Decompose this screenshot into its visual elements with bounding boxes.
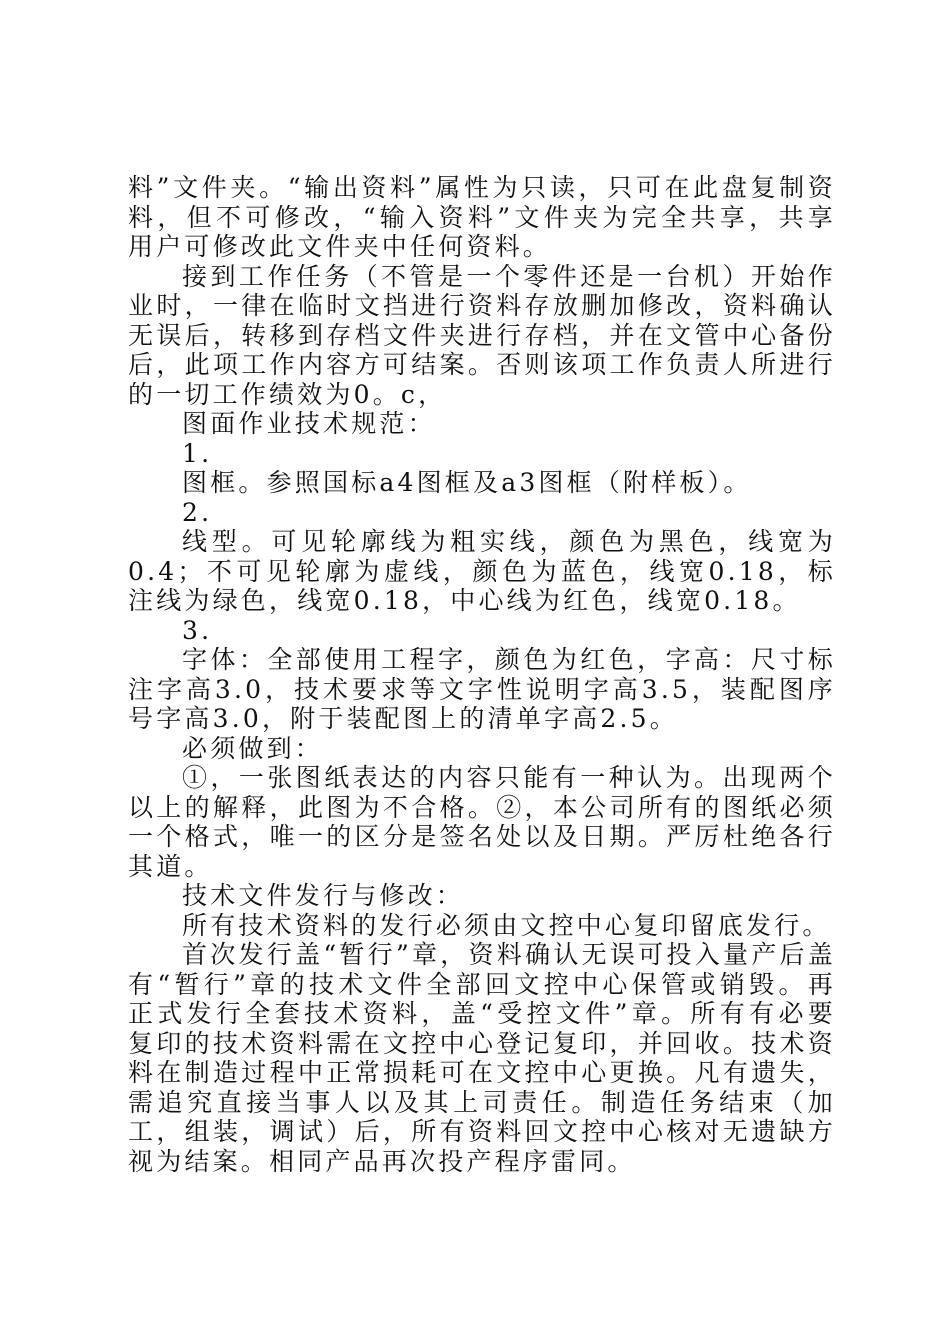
document-body [128,173,836,1176]
paragraph-issue-rule: 所有技术资料的发行必须由文控中心复印留底发行。 [182,910,831,940]
paragraph-must-do: ①，一张图纸表达的内容只能有一种认为。出现两个以上的解释，此图为不合格。②，本公司所有的图纸必须一个格式，唯一的区分是签名处以及日期。严厉杜绝各行其道。 [128,763,836,881]
item-number-2: 2. [182,497,213,527]
heading-must-do: 必须做到： [182,733,324,763]
item-number-1: 1. [182,438,213,468]
paragraph-frame: 图框。参照国标a4图框及a3图框（附样板）。 [182,468,752,497]
item-number-3: 3. [182,615,213,645]
paragraph-output-folder: 料”文件夹。“输出资料”属性为只读，只可在此盘复制资料，但不可修改，“输入资料”文件夹为完全共享，共享用户可修改此文件夹中任何资料。 [128,173,836,261]
paragraph-first-issue: 首次发行盖“暂行”章，资料确认无误可投入量产后盖有“暂行”章的技术文件全部回文控中心保管或销毁。再正式发行全套技术资料，盖“受控文件”章。所有有必要复印的技术资料需在文控中心登记复印，并回收。技术资料在制造过程中正常损耗可在文控中心更换。凡有遗失，需追究直接当事人以及其上司责任。制造任务结束（加工，组装，调试）后，所有资料回文控中心核对无遗缺方视为结案。相同产品再次投产程序雷同。 [128,940,836,1176]
paragraph-font: 字体：全部使用工程字，颜色为红色，字高：尺寸标注字高3.0，技术要求等文字性说明字高3.5，装配图序号字高3.0，附于装配图上的清单字高2.5。 [128,645,836,733]
heading-drawing-spec: 图面作业技术规范： [182,409,436,438]
heading-tech-docs: 技术文件发行与修改： [182,881,465,910]
paragraph-work-task: 接到工作任务（不管是一个零件还是一台机）开始作业时，一律在临时文挡进行资料存放删加修改，资料确认无误后，转移到存档文件夹进行存档，并在文管中心备份后，此项工作内容方可结案。否则该项工作负责人所进行的一切工作绩效为0。c， [128,261,836,409]
paragraph-line-type: 线型。可见轮廓线为粗实线，颜色为黑色，线宽为0.4；不可见轮廓为虚线，颜色为蓝色，线宽0.18，标注线为绿色，线宽0.18，中心线为红色，线宽0.18。 [128,527,836,615]
